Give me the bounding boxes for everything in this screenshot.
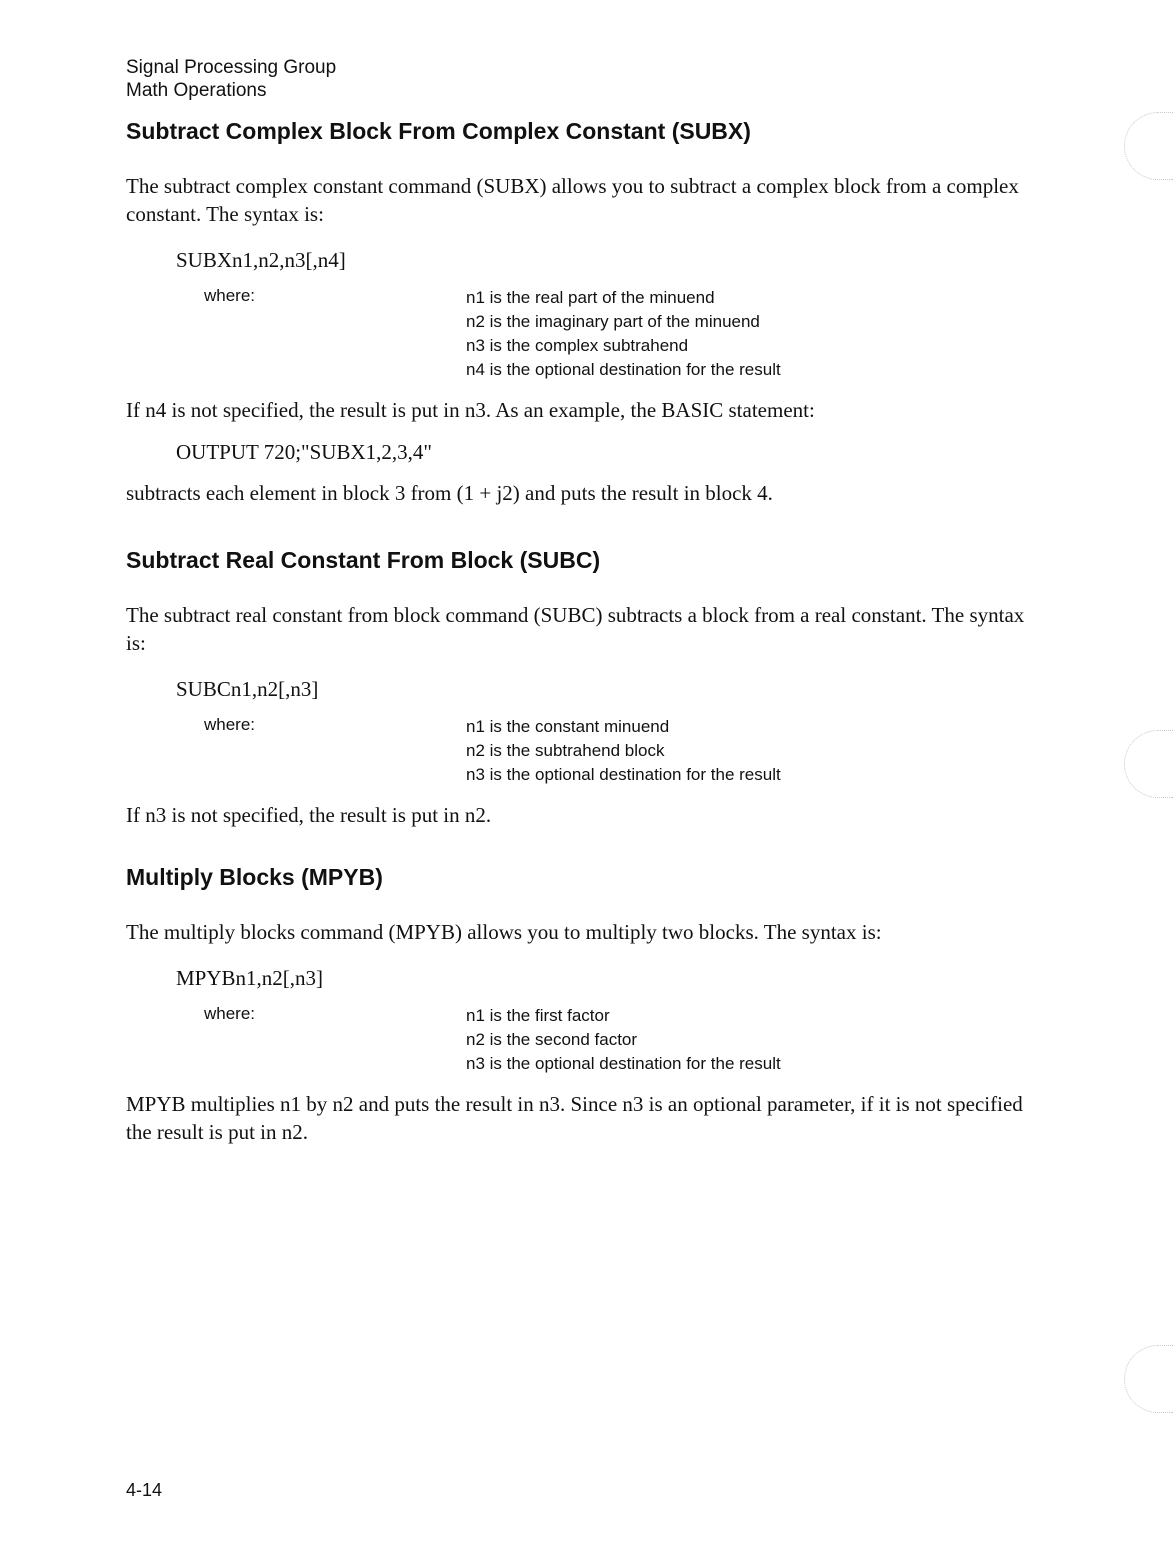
- param-n1: n1 is the real part of the minuend: [466, 288, 715, 307]
- param-n3: n3 is the optional destination for the result: [466, 1054, 781, 1073]
- example-explanation: subtracts each element in block 3 from (1 + j2) and puts the result in block 4.: [126, 481, 773, 505]
- where-label: where:: [204, 286, 256, 305]
- section-subx: [126, 118, 1046, 507]
- parameter-list: [126, 715, 1046, 787]
- parameter-descriptions: [466, 715, 781, 787]
- param-n1: n1 is the constant minuend: [466, 717, 670, 736]
- section-note: MPYB multiplies n1 by n2 and puts the result in n3. Since n3 is an optional parameter, if it is not specified the result is put in n2.: [126, 1092, 1023, 1144]
- parameter-descriptions: [466, 1004, 781, 1076]
- where-label: where:: [204, 1004, 256, 1023]
- binder-hole-bottom: [1124, 1345, 1173, 1413]
- param-n1: n1 is the first factor: [466, 1006, 610, 1025]
- where-label: where:: [204, 715, 256, 734]
- example-statement: OUTPUT 720;"SUBX1,2,3,4": [176, 440, 432, 464]
- header-group: Signal Processing Group: [126, 57, 337, 78]
- section-title: Subtract Real Constant From Block (SUBC): [126, 547, 601, 573]
- param-n3: n3 is the complex subtrahend: [466, 336, 689, 355]
- parameter-list: [126, 286, 1046, 382]
- section-subc: [126, 547, 1046, 829]
- parameter-descriptions: [466, 286, 781, 382]
- syntax-line: SUBXn1,n2,n3[,n4]: [176, 248, 346, 272]
- param-n2: n2 is the subtrahend block: [466, 741, 665, 760]
- section-note: If n3 is not specified, the result is put in n2.: [126, 803, 492, 827]
- param-n4: n4 is the optional destination for the result: [466, 360, 781, 379]
- binder-hole-top: [1124, 112, 1173, 180]
- page-number: 4-14: [126, 1480, 163, 1500]
- section-title: Multiply Blocks (MPYB): [126, 864, 383, 890]
- param-n2: n2 is the second factor: [466, 1030, 638, 1049]
- header-chapter: Math Operations: [126, 80, 267, 101]
- section-note: If n4 is not specified, the result is put in n3. As an example, the BASIC statement:: [126, 398, 815, 422]
- running-header: [126, 56, 336, 102]
- param-n3: n3 is the optional destination for the result: [466, 765, 781, 784]
- syntax-line: MPYBn1,n2[,n3]: [176, 966, 324, 990]
- binder-hole-middle: [1124, 730, 1173, 798]
- section-title: Subtract Complex Block From Complex Constant (SUBX): [126, 118, 751, 144]
- section-intro: The subtract real constant from block command (SUBC) subtracts a block from a real constant. The syntax is:: [126, 603, 1025, 655]
- section-intro: The multiply blocks command (MPYB) allows you to multiply two blocks. The syntax is:: [126, 920, 882, 944]
- parameter-list: [126, 1004, 1046, 1076]
- syntax-line: SUBCn1,n2[,n3]: [176, 677, 319, 701]
- param-n2: n2 is the imaginary part of the minuend: [466, 312, 760, 331]
- section-intro: The subtract complex constant command (SUBX) allows you to subtract a complex block from a complex constant. The syntax is:: [126, 174, 1019, 226]
- section-mpyb: [126, 864, 1046, 1146]
